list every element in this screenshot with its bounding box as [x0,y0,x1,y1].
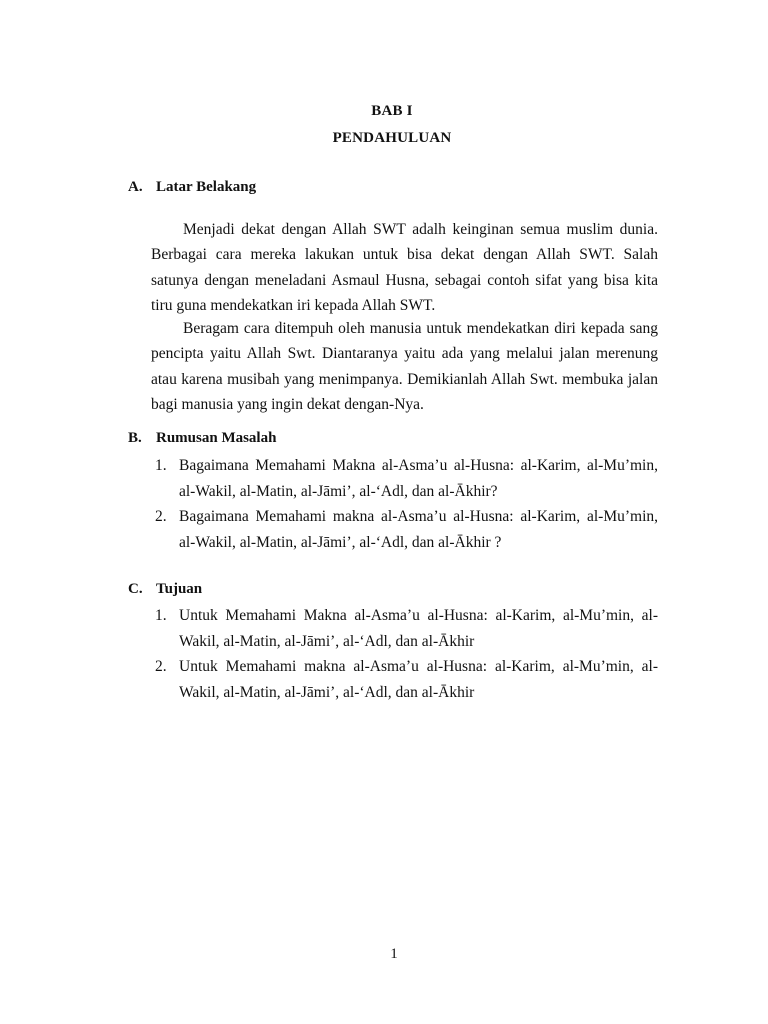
list-number: 1. [155,607,167,624]
list-item-text: Bagaimana Memahami Makna al-Asma’u al-Husna: al-Karim, al-Mu’min, al-Wakil, al-Matin, al-Jāmi’, al-‘Adl, dan al-Ākhir? [179,457,658,500]
numbered-list [155,453,658,555]
list-item [155,504,658,555]
page-number: 1 [390,946,398,962]
list-item-text: Untuk Memahami makna al-Asma’u al-Husna: al-Karim, al-Mu’min, al-Wakil, al-Matin, al-Jāmi’, al-‘Adl, dan al-Ākhir [179,658,658,701]
list-item-text: Bagaimana Memahami makna al-Asma’u al-Husna: al-Karim, al-Mu’min, al-Wakil, al-Matin, al-Jāmi’, al-‘Adl, dan al-Ākhir ? [179,508,658,551]
section-letter: A. [128,179,143,195]
list-item [155,603,658,654]
list-item [155,654,658,705]
list-number: 2. [155,658,167,675]
section-heading-rumusan-masalah [128,430,276,447]
section-title: Tujuan [156,581,203,597]
section-heading-latar-belakang [128,179,256,196]
section-letter: B. [128,430,142,446]
paragraph: Menjadi dekat dengan Allah SWT adalh keinginan semua muslim dunia. Berbagai cara mereka lakukan untuk bisa dekat dengan Allah SWT. Salah satunya dengan meneladani Asmaul Husna, sebagai contoh sifat yang bisa kita tiru guna mendekatkan iri kepada Allah SWT. [151,220,658,314]
list-number: 1. [155,457,167,474]
section-letter: C. [128,581,143,597]
chapter-number: BAB I [371,103,413,119]
numbered-list [155,603,658,705]
section-heading-tujuan [128,581,202,598]
list-item-text: Untuk Memahami Makna al-Asma’u al-Husna: al-Karim, al-Mu’min, al-Wakil, al-Matin, al-Jāmi’, al-‘Adl, dan al-Ākhir [179,607,658,650]
list-number: 2. [155,508,167,525]
list-item [155,453,658,504]
paragraph: Beragam cara ditempuh oleh manusia untuk mendekatkan diri kepada sang pencipta yaitu Allah Swt. Diantaranya yaitu ada yang melalui jalan merenung atau karena musibah yang menimpanya. Demikianlah Allah Swt. membuka jalan bagi manusia yang ingin dekat dengan-Nya. [151,319,658,413]
section-title: Latar Belakang [156,179,257,195]
section-title: Rumusan Masalah [156,430,277,446]
chapter-title: PENDAHULUAN [332,130,452,146]
